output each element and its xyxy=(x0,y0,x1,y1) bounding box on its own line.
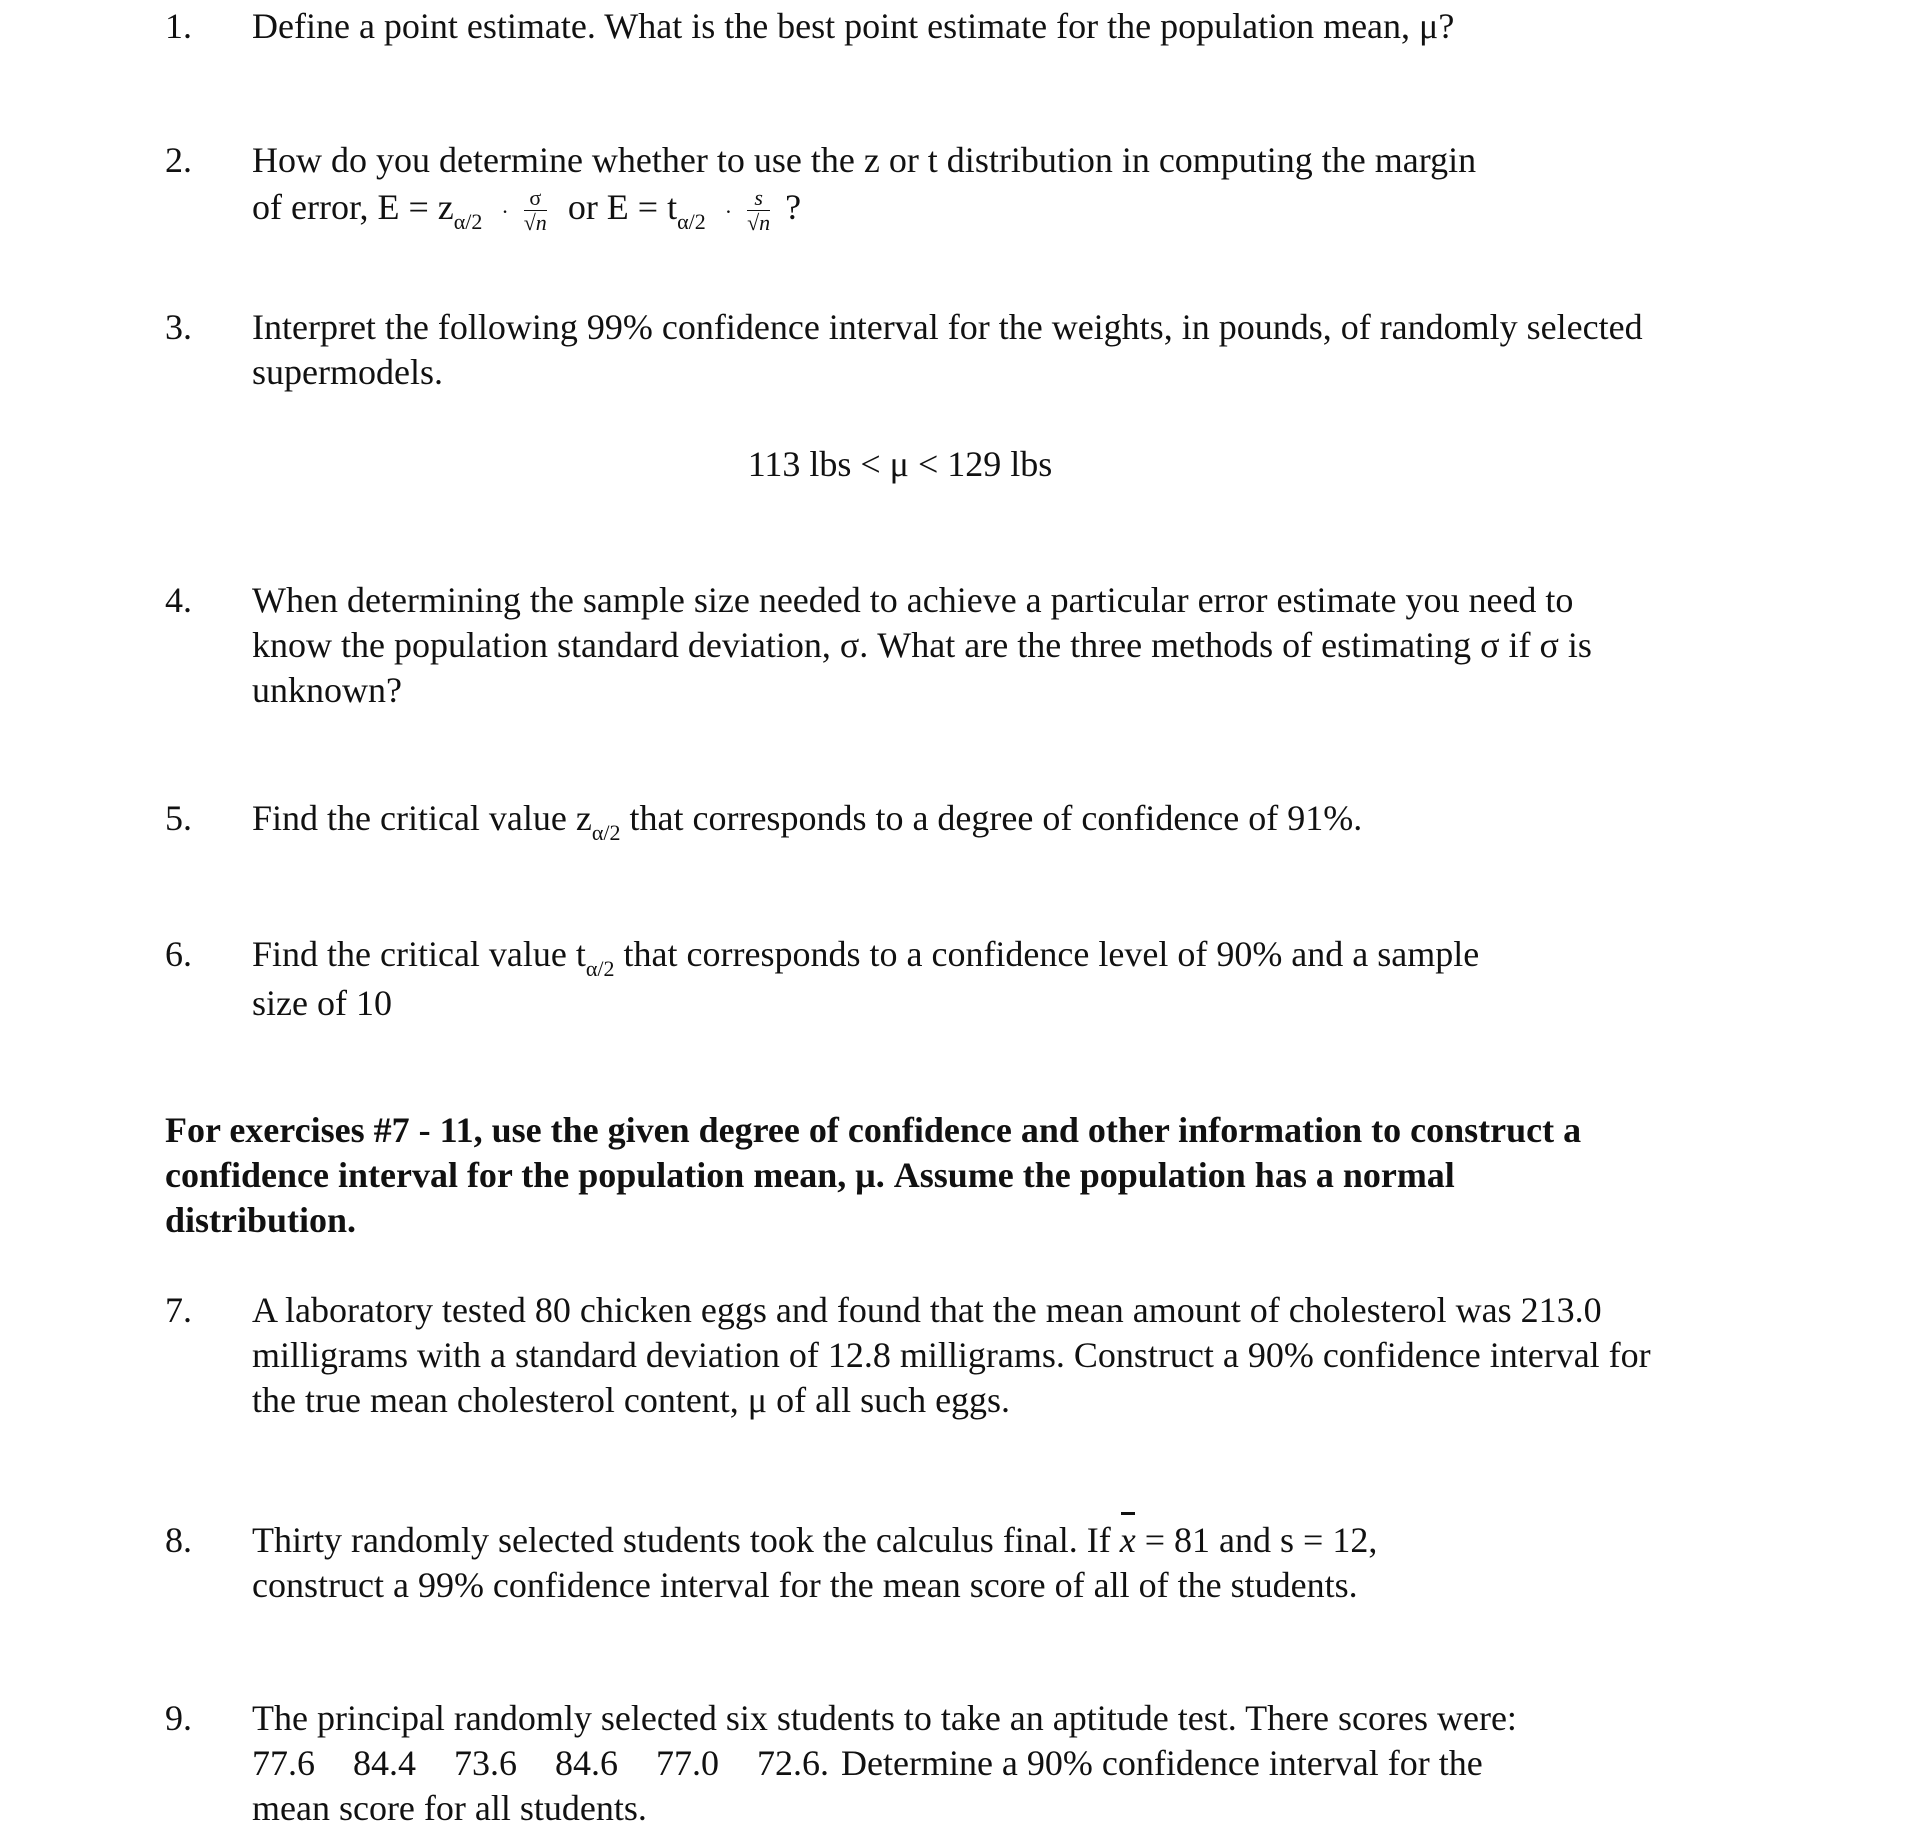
question-number: 5. xyxy=(165,798,192,838)
subscript-alpha-half: α/2 xyxy=(453,209,483,234)
question-line: construct a 99% confidence interval for the mean score of all of the students. xyxy=(252,1565,1358,1605)
score-value: 72.6. xyxy=(757,1743,829,1783)
question-number: 3. xyxy=(165,307,192,347)
question-number: 4. xyxy=(165,580,192,620)
question-text: A laboratory tested 80 chicken eggs and found that the mean amount of cholesterol was 213.0 milligrams with a standard deviation of 12.8 milligrams. Construct a 90% confidence interval for the true mean cholesterol content, μ of all such eggs. xyxy=(252,1290,1651,1420)
confidence-interval: 113 lbs < μ < 129 lbs xyxy=(747,444,1053,484)
question-text: Interpret the following 99% confidence interval for the weights, in pounds, of randomly selected supermodels. xyxy=(252,307,1643,392)
margin-of-error-formula xyxy=(252,185,1652,235)
formula-t-prefix: or E = t xyxy=(567,187,678,227)
question-line: The principal randomly selected six students to take an aptitude test. There scores were: xyxy=(252,1698,1517,1738)
subscript-alpha-half: α/2 xyxy=(585,956,615,981)
question-text xyxy=(252,1696,1652,1831)
numerator: σ xyxy=(524,186,547,211)
sample-mean-symbol: x xyxy=(1120,1518,1136,1563)
question-mark: ? xyxy=(785,187,802,227)
text-before: Find the critical value z xyxy=(252,798,592,838)
question-text: When determining the sample size needed to achieve a particular error estimate you need to know the population standard deviation, σ. What are the three methods of estimating σ if σ is unknown? xyxy=(252,580,1592,710)
score-value: 84.6 xyxy=(555,1743,618,1783)
exercise-instructions: For exercises #7 - 11, use the given degree of confidence and other information to construct a confidence interval for the population mean, μ. Assume the population has a normal distribution. xyxy=(165,1110,1582,1240)
question-number: 6. xyxy=(165,934,192,974)
text-before: Thirty randomly selected students took the calculus final. If xyxy=(252,1520,1120,1560)
question-line: Determine a 90% confidence interval for the xyxy=(841,1743,1483,1783)
question-number: 2. xyxy=(165,140,192,180)
question-text xyxy=(252,796,1652,845)
denominator: √n xyxy=(747,210,771,236)
question-number: 8. xyxy=(165,1520,192,1560)
score-value: 73.6 xyxy=(454,1743,517,1783)
score-list xyxy=(252,1741,1652,1786)
formula-z-prefix: of error, E = z xyxy=(252,187,454,227)
question-number: 9. xyxy=(165,1698,192,1738)
question-text xyxy=(252,1518,1652,1608)
text-after: that corresponds to a confidence level of 90% and a sample xyxy=(614,934,1480,974)
question-text xyxy=(252,932,1652,1026)
numerator: s xyxy=(747,186,770,211)
question-text: Define a point estimate. What is the best point estimate for the population mean, μ? xyxy=(252,6,1455,46)
multiply-dot: · xyxy=(724,199,733,224)
question-line: size of 10 xyxy=(252,983,392,1023)
subscript-alpha-half: α/2 xyxy=(591,820,621,845)
text-after: = 81 and s = 12, xyxy=(1135,1520,1378,1560)
question-text xyxy=(252,138,1652,235)
s-over-sqrt-n xyxy=(747,186,770,235)
score-value: 77.6 xyxy=(252,1743,315,1783)
subscript-alpha-half: α/2 xyxy=(677,209,706,234)
text-before: Find the critical value t xyxy=(252,934,586,974)
score-value: 77.0 xyxy=(656,1743,719,1783)
denominator: √n xyxy=(523,210,547,236)
text-after: that corresponds to a degree of confidence of 91%. xyxy=(620,798,1363,838)
sigma-over-sqrt-n xyxy=(524,186,547,235)
score-value: 84.4 xyxy=(353,1743,416,1783)
multiply-dot: · xyxy=(501,199,509,224)
question-line: mean score for all students. xyxy=(252,1788,647,1828)
question-number: 7. xyxy=(165,1290,192,1330)
question-number: 1. xyxy=(165,6,192,46)
question-line: How do you determine whether to use the z or t distribution in computing the margin xyxy=(252,140,1477,180)
